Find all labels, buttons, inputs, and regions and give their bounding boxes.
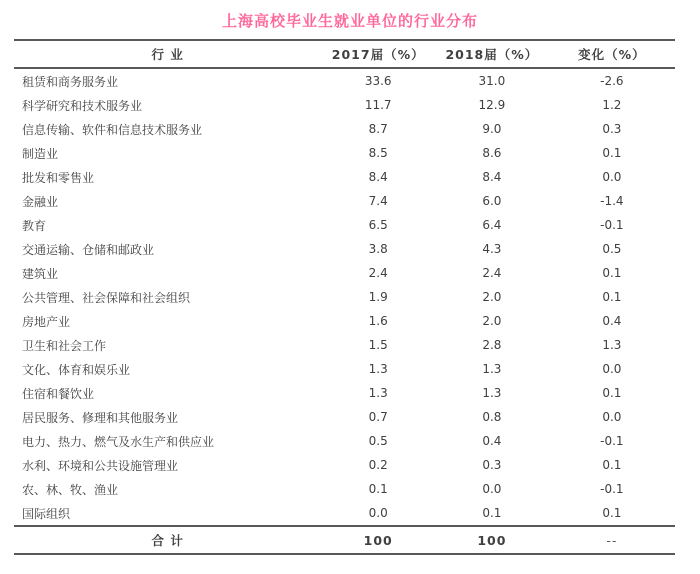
- change-cell: 0.4: [602, 314, 622, 328]
- change-cell: -0.1: [600, 434, 624, 448]
- table-row: [14, 68, 675, 93]
- change-cell: 0.0: [602, 170, 622, 184]
- value-2018-cell: 0.4: [482, 434, 502, 448]
- value-2018-cell: 6.4: [482, 218, 502, 232]
- industry-cell: 国际组织: [22, 506, 71, 521]
- industry-cell: 信息传输、软件和信息技术服务业: [22, 122, 203, 137]
- table-row: [14, 261, 675, 285]
- industry-cell: 科学研究和技术服务业: [22, 98, 143, 113]
- table-row: [14, 309, 675, 333]
- change-cell: 0.1: [602, 266, 622, 280]
- value-2018-cell: 6.0: [482, 194, 502, 208]
- value-2018-cell: 1.3: [482, 362, 502, 376]
- table-title: 上海高校毕业生就业单位的行业分布: [221, 12, 478, 30]
- value-2017-cell: 8.4: [368, 170, 388, 184]
- total-label: 合 计: [14, 526, 321, 554]
- value-2017-cell: 1.3: [368, 362, 388, 376]
- value-2018-cell: 2.4: [482, 266, 502, 280]
- table-row: [14, 93, 675, 117]
- value-2017-cell: 0.7: [368, 410, 388, 424]
- table-row: [14, 477, 675, 501]
- industry-cell: 金融业: [22, 194, 59, 209]
- value-2018-cell: 2.8: [482, 338, 502, 352]
- header-change: 变化（%）: [549, 40, 675, 68]
- header-2018: 2018届（%）: [435, 40, 549, 68]
- value-2017-cell: 3.8: [368, 242, 388, 256]
- change-cell: 1.3: [602, 338, 622, 352]
- value-2017-cell: 6.5: [368, 218, 388, 232]
- change-cell: 0.1: [602, 290, 622, 304]
- value-2018-cell: 12.9: [478, 98, 506, 112]
- value-2018-cell: 0.0: [482, 482, 502, 496]
- industry-cell: 文化、体育和娱乐业: [22, 362, 131, 377]
- value-2018-cell: 2.0: [482, 290, 502, 304]
- value-2018-cell: 9.0: [482, 122, 502, 136]
- value-2018-cell: 4.3: [482, 242, 502, 256]
- table-row: [14, 285, 675, 309]
- table-row: [14, 381, 675, 405]
- table-row: [14, 237, 675, 261]
- table-row: [14, 189, 675, 213]
- header-industry: 行 业: [14, 40, 321, 68]
- table-row: [14, 453, 675, 477]
- table-row: [14, 213, 675, 237]
- value-2017-cell: 2.4: [368, 266, 388, 280]
- total-2017-value: 100: [321, 526, 435, 554]
- change-cell: -2.6: [600, 74, 624, 88]
- industry-cell: 卫生和社会工作: [22, 338, 107, 353]
- industry-cell: 住宿和餐饮业: [22, 386, 95, 401]
- change-cell: 0.1: [602, 386, 622, 400]
- industry-cell: 农、林、牧、渔业: [22, 482, 119, 497]
- industry-cell: 电力、热力、燃气及水生产和供应业: [22, 434, 215, 449]
- industry-cell: 房地产业: [22, 314, 71, 329]
- value-2017-cell: 1.6: [368, 314, 388, 328]
- change-cell: 0.1: [602, 146, 622, 160]
- value-2017-cell: 1.5: [368, 338, 388, 352]
- value-2017-cell: 11.7: [364, 98, 392, 112]
- total-row: [14, 526, 675, 554]
- table-row: [14, 405, 675, 429]
- industry-cell: 教育: [22, 218, 47, 233]
- industry-cell: 居民服务、修理和其他服务业: [22, 410, 179, 425]
- total-change-value: --: [549, 526, 675, 554]
- change-cell: 0.1: [602, 506, 622, 520]
- header-row: [14, 40, 675, 68]
- value-2017-cell: 33.6: [364, 74, 392, 88]
- value-2018-cell: 1.3: [482, 386, 502, 400]
- value-2018-cell: 31.0: [478, 74, 506, 88]
- industry-cell: 批发和零售业: [22, 170, 95, 185]
- table-row: [14, 333, 675, 357]
- table-row: [14, 141, 675, 165]
- value-2017-cell: 0.1: [368, 482, 388, 496]
- value-2018-cell: 0.3: [482, 458, 502, 472]
- change-cell: -0.1: [600, 482, 624, 496]
- change-cell: -1.4: [600, 194, 624, 208]
- value-2017-cell: 0.0: [368, 506, 388, 520]
- value-2017-cell: 1.9: [368, 290, 388, 304]
- value-2017-cell: 8.5: [368, 146, 388, 160]
- industry-cell: 制造业: [22, 146, 59, 161]
- change-cell: 0.0: [602, 362, 622, 376]
- change-cell: 0.5: [602, 242, 622, 256]
- header-2017: 2017届（%）: [321, 40, 435, 68]
- table-row: [14, 357, 675, 381]
- industry-cell: 交通运输、仓储和邮政业: [22, 242, 155, 257]
- value-2017-cell: 8.7: [368, 122, 388, 136]
- change-cell: 1.2: [602, 98, 622, 112]
- industry-distribution-table: [14, 39, 675, 555]
- industry-cell: 水利、环境和公共设施管理业: [22, 458, 179, 473]
- table-row: [14, 429, 675, 453]
- change-cell: 0.1: [602, 458, 622, 472]
- value-2017-cell: 0.2: [368, 458, 388, 472]
- change-cell: 0.3: [602, 122, 622, 136]
- value-2017-cell: 0.5: [368, 434, 388, 448]
- change-cell: -0.1: [600, 218, 624, 232]
- table-row: [14, 165, 675, 189]
- total-2018-value: 100: [435, 526, 549, 554]
- industry-cell: 建筑业: [22, 266, 59, 281]
- industry-cell: 公共管理、社会保障和社会组织: [22, 290, 191, 305]
- report-page: [0, 10, 700, 555]
- value-2018-cell: 8.4: [482, 170, 502, 184]
- value-2018-cell: 0.8: [482, 410, 502, 424]
- table-row: [14, 501, 675, 526]
- value-2018-cell: 2.0: [482, 314, 502, 328]
- change-cell: 0.0: [602, 410, 622, 424]
- value-2017-cell: 1.3: [368, 386, 388, 400]
- table-row: [14, 117, 675, 141]
- industry-cell: 租赁和商务服务业: [22, 74, 119, 89]
- value-2018-cell: 0.1: [482, 506, 502, 520]
- value-2017-cell: 7.4: [368, 194, 388, 208]
- value-2018-cell: 8.6: [482, 146, 502, 160]
